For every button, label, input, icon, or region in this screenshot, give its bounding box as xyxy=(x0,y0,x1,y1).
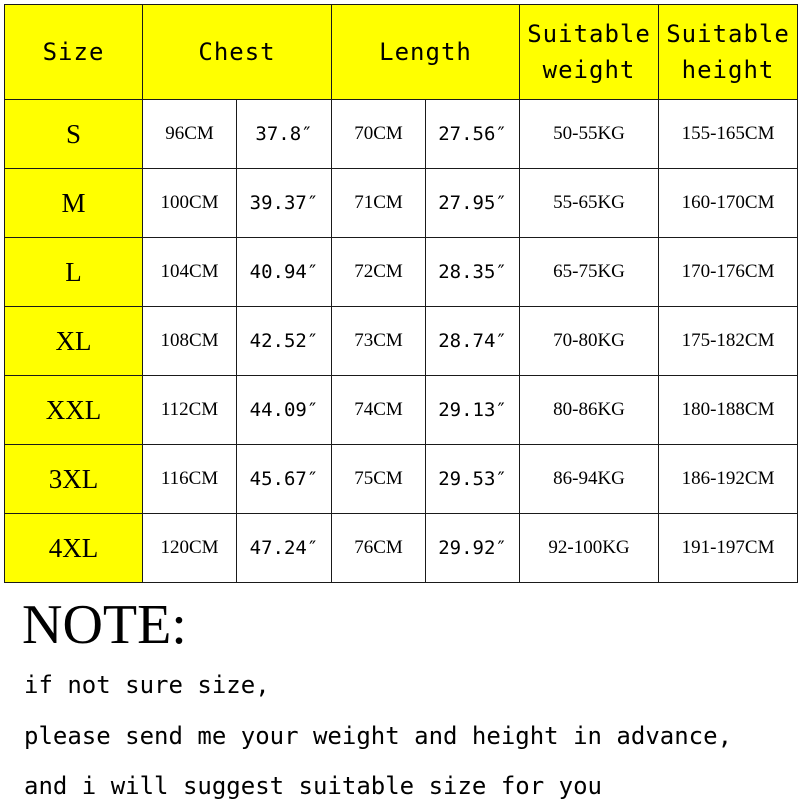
suitable-weight: 86-94KG xyxy=(520,445,659,514)
length-inch: 29.13″ xyxy=(426,376,520,445)
length-cm: 73CM xyxy=(332,307,426,376)
suitable-height: 191-197CM xyxy=(659,514,798,583)
header-height-line-2: height xyxy=(681,56,775,84)
length-cm: 71CM xyxy=(332,169,426,238)
size-label: 3XL xyxy=(5,445,143,514)
header-chest: Chest xyxy=(143,5,332,100)
header-weight-line-2: weight xyxy=(542,56,636,84)
length-cm: 76CM xyxy=(332,514,426,583)
header-height-line-1: Suitable xyxy=(666,20,790,48)
table-row xyxy=(5,445,798,514)
chest-cm: 112CM xyxy=(143,376,237,445)
size-label: 4XL xyxy=(5,514,143,583)
suitable-height: 175-182CM xyxy=(659,307,798,376)
header-suitable-weight xyxy=(520,5,659,100)
suitable-weight: 70-80KG xyxy=(520,307,659,376)
size-label: M xyxy=(5,169,143,238)
size-label: XXL xyxy=(5,376,143,445)
chest-cm: 96CM xyxy=(143,100,237,169)
chest-cm: 120CM xyxy=(143,514,237,583)
length-cm: 75CM xyxy=(332,445,426,514)
suitable-height: 170-176CM xyxy=(659,238,798,307)
chest-inch: 42.52″ xyxy=(237,307,332,376)
size-label: XL xyxy=(5,307,143,376)
note-title: NOTE: xyxy=(22,594,187,656)
length-inch: 28.74″ xyxy=(426,307,520,376)
suitable-height: 180-188CM xyxy=(659,376,798,445)
header-suitable-height xyxy=(659,5,798,100)
chest-cm: 100CM xyxy=(143,169,237,238)
table-row xyxy=(5,238,798,307)
chest-inch: 44.09″ xyxy=(237,376,332,445)
size-label: L xyxy=(5,238,143,307)
header-size: Size xyxy=(5,5,143,100)
table-header-row xyxy=(5,5,798,100)
suitable-height: 186-192CM xyxy=(659,445,798,514)
suitable-weight: 80-86KG xyxy=(520,376,659,445)
note-line: if not sure size, xyxy=(24,671,270,699)
chest-cm: 104CM xyxy=(143,238,237,307)
chest-inch: 39.37″ xyxy=(237,169,332,238)
table-row xyxy=(5,169,798,238)
suitable-height: 160-170CM xyxy=(659,169,798,238)
table-row xyxy=(5,376,798,445)
length-inch: 27.95″ xyxy=(426,169,520,238)
chest-inch: 40.94″ xyxy=(237,238,332,307)
chest-inch: 37.8″ xyxy=(237,100,332,169)
header-length: Length xyxy=(332,5,520,100)
suitable-weight: 55-65KG xyxy=(520,169,659,238)
note-line: please send me your weight and height in advance, xyxy=(24,722,733,750)
chest-cm: 116CM xyxy=(143,445,237,514)
length-inch: 29.53″ xyxy=(426,445,520,514)
header-weight-line-1: Suitable xyxy=(527,20,651,48)
table-row xyxy=(5,514,798,583)
size-label: S xyxy=(5,100,143,169)
chest-inch: 45.67″ xyxy=(237,445,332,514)
note-line: and i will suggest suitable size for you xyxy=(24,772,602,800)
suitable-weight: 92-100KG xyxy=(520,514,659,583)
length-inch: 29.92″ xyxy=(426,514,520,583)
suitable-weight: 50-55KG xyxy=(520,100,659,169)
table-row xyxy=(5,100,798,169)
length-cm: 70CM xyxy=(332,100,426,169)
length-cm: 74CM xyxy=(332,376,426,445)
chest-cm: 108CM xyxy=(143,307,237,376)
length-inch: 27.56″ xyxy=(426,100,520,169)
table-row xyxy=(5,307,798,376)
length-inch: 28.35″ xyxy=(426,238,520,307)
suitable-height: 155-165CM xyxy=(659,100,798,169)
suitable-weight: 65-75KG xyxy=(520,238,659,307)
size-chart-table xyxy=(4,4,798,583)
chest-inch: 47.24″ xyxy=(237,514,332,583)
length-cm: 72CM xyxy=(332,238,426,307)
